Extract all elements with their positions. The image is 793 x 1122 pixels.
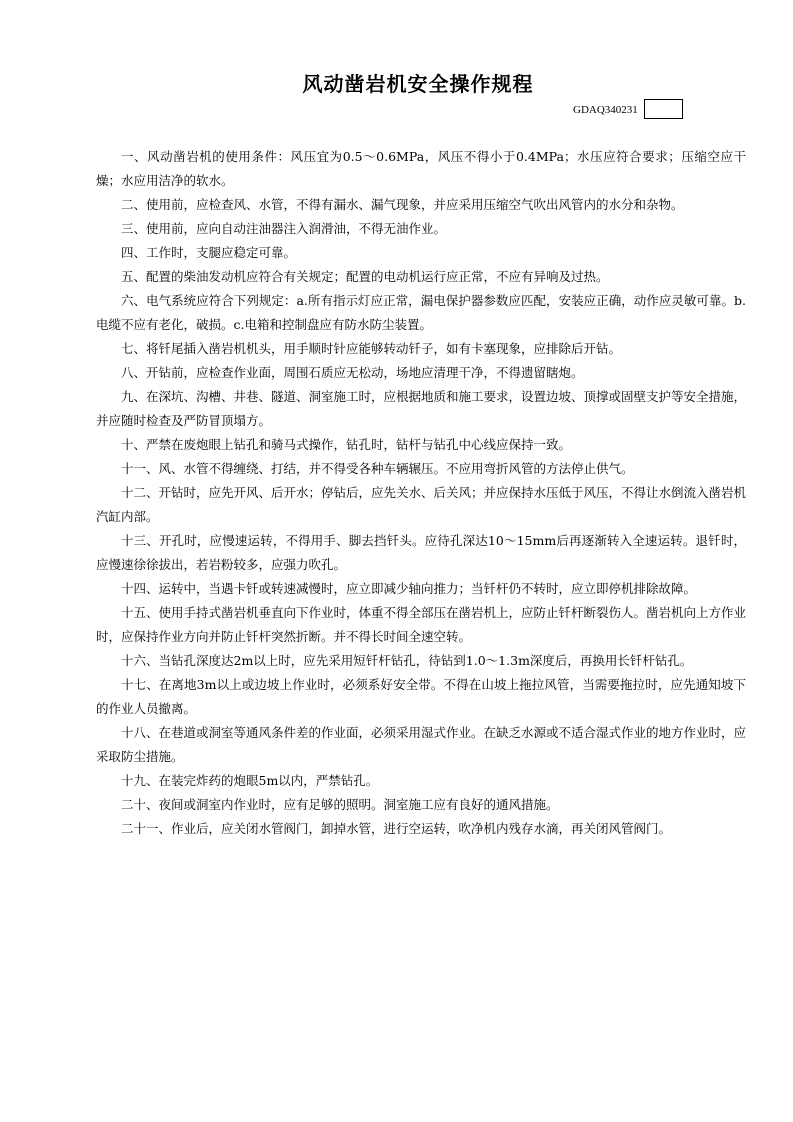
paragraph: 九、在深坑、沟槽、井巷、隧道、洞室施工时，应根据地质和施工要求，设置边坡、顶撑或固壁支护等安全措施，并应随时检查及严防冒顶塌方。 [96, 389, 747, 428]
paragraph: 一、风动凿岩机的使用条件：风压宜为0.5～0.6MPa，风压不得小于0.4MPa；水压应符合要求；压缩空应干燥；水应用洁净的软水。 [96, 149, 746, 188]
paragraph: 十一、风、水管不得缠绕、打结，并不得受各种车辆辗压。不应用弯折风管的方法停止供气。 [121, 461, 634, 476]
paragraph: 十八、在巷道或洞室等通风条件差的作业面，必须采用湿式作业。在缺乏水源或不适合湿式作业的地方作业时，应采取防尘措施。 [96, 725, 747, 764]
paragraph: 四、工作时，支腿应稳定可靠。 [121, 245, 297, 260]
paragraph: 二十一、作业后，应关闭水管阀门，卸掉水管，进行空运转，吹净机内残存水滴，再关闭风管阀门。 [121, 821, 672, 836]
paragraph: 三、使用前，应向自动注油器注入润滑油，不得无油作业。 [121, 221, 447, 236]
paragraph: 二十、夜间或洞室内作业时，应有足够的照明。洞室施工应有良好的通风措施。 [121, 797, 559, 812]
paragraph: 十四、运转中，当遇卡钎或转速减慢时，应立即减少轴向推力；当钎杆仍不转时，应立即停机排除故障。 [121, 581, 697, 596]
paragraph: 二、使用前，应检查风、水管，不得有漏水、漏气现象，并应采用压缩空气吹出风管内的水分和杂物。 [121, 197, 684, 212]
paragraph: 五、配置的柴油发动机应符合有关规定；配置的电动机运行应正常，不应有异响及过热。 [121, 269, 609, 284]
document-title: 风动凿岩机安全操作规程 [302, 72, 534, 96]
paragraph: 十七、在离地3m以上或边坡上作业时，必须系好安全带。不得在山坡上拖拉风管，当需要拖拉时，应先通知坡下的作业人员撤离。 [96, 677, 746, 716]
paragraph: 八、开钻前，应检查作业面，周围石质应无松动，场地应清理干净，不得遗留瞎炮。 [121, 365, 584, 380]
paragraph: 十二、开钻时，应先开风、后开水；停钻后，应先关水、后关风；并应保持水压低于风压，不得让水倒流入凿岩机汽缸内部。 [96, 485, 747, 524]
paragraph: 十六、当钻孔深度达2m以上时，应先采用短钎杆钻孔，待钻到1.0～1.3m深度后，再换用长钎杆钻孔。 [121, 653, 693, 668]
paragraph: 十五、使用手持式凿岩机垂直向下作业时，体重不得全部压在凿岩机上，应防止钎杆断裂伤人。凿岩机向上方作业时，应保持作业方向并防止钎杆突然折断。并不得长时间全速空转。 [96, 605, 747, 644]
paragraph: 六、电气系统应符合下列规定：a.所有指示灯应正常，漏电保护器参数应匹配，安装应正确，动作应灵敏可靠。b.电缆不应有老化，破损。c.电箱和控制盘应有防水防尘装置。 [96, 293, 746, 332]
paragraph: 十、严禁在废炮眼上钻孔和骑马式操作，钻孔时，钻杆与钻孔中心线应保持一致。 [121, 437, 572, 452]
document-code: GDAQ340231 [573, 104, 638, 116]
code-box [644, 99, 683, 119]
document-body [96, 145, 746, 841]
paragraph: 七、将钎尾插入凿岩机机头，用手顺时针应能够转动钎子，如有卡塞现象，应排除后开钻。 [121, 341, 622, 356]
paragraph: 十三、开孔时，应慢速运转，不得用手、脚去挡钎头。应待孔深达10～15mm后再逐渐转入全速运转。退钎时，应慢速徐徐拔出，若岩粉较多，应强力吹孔。 [96, 533, 746, 572]
paragraph: 十九、在装完炸药的炮眼5m以内，严禁钻孔。 [121, 773, 379, 788]
